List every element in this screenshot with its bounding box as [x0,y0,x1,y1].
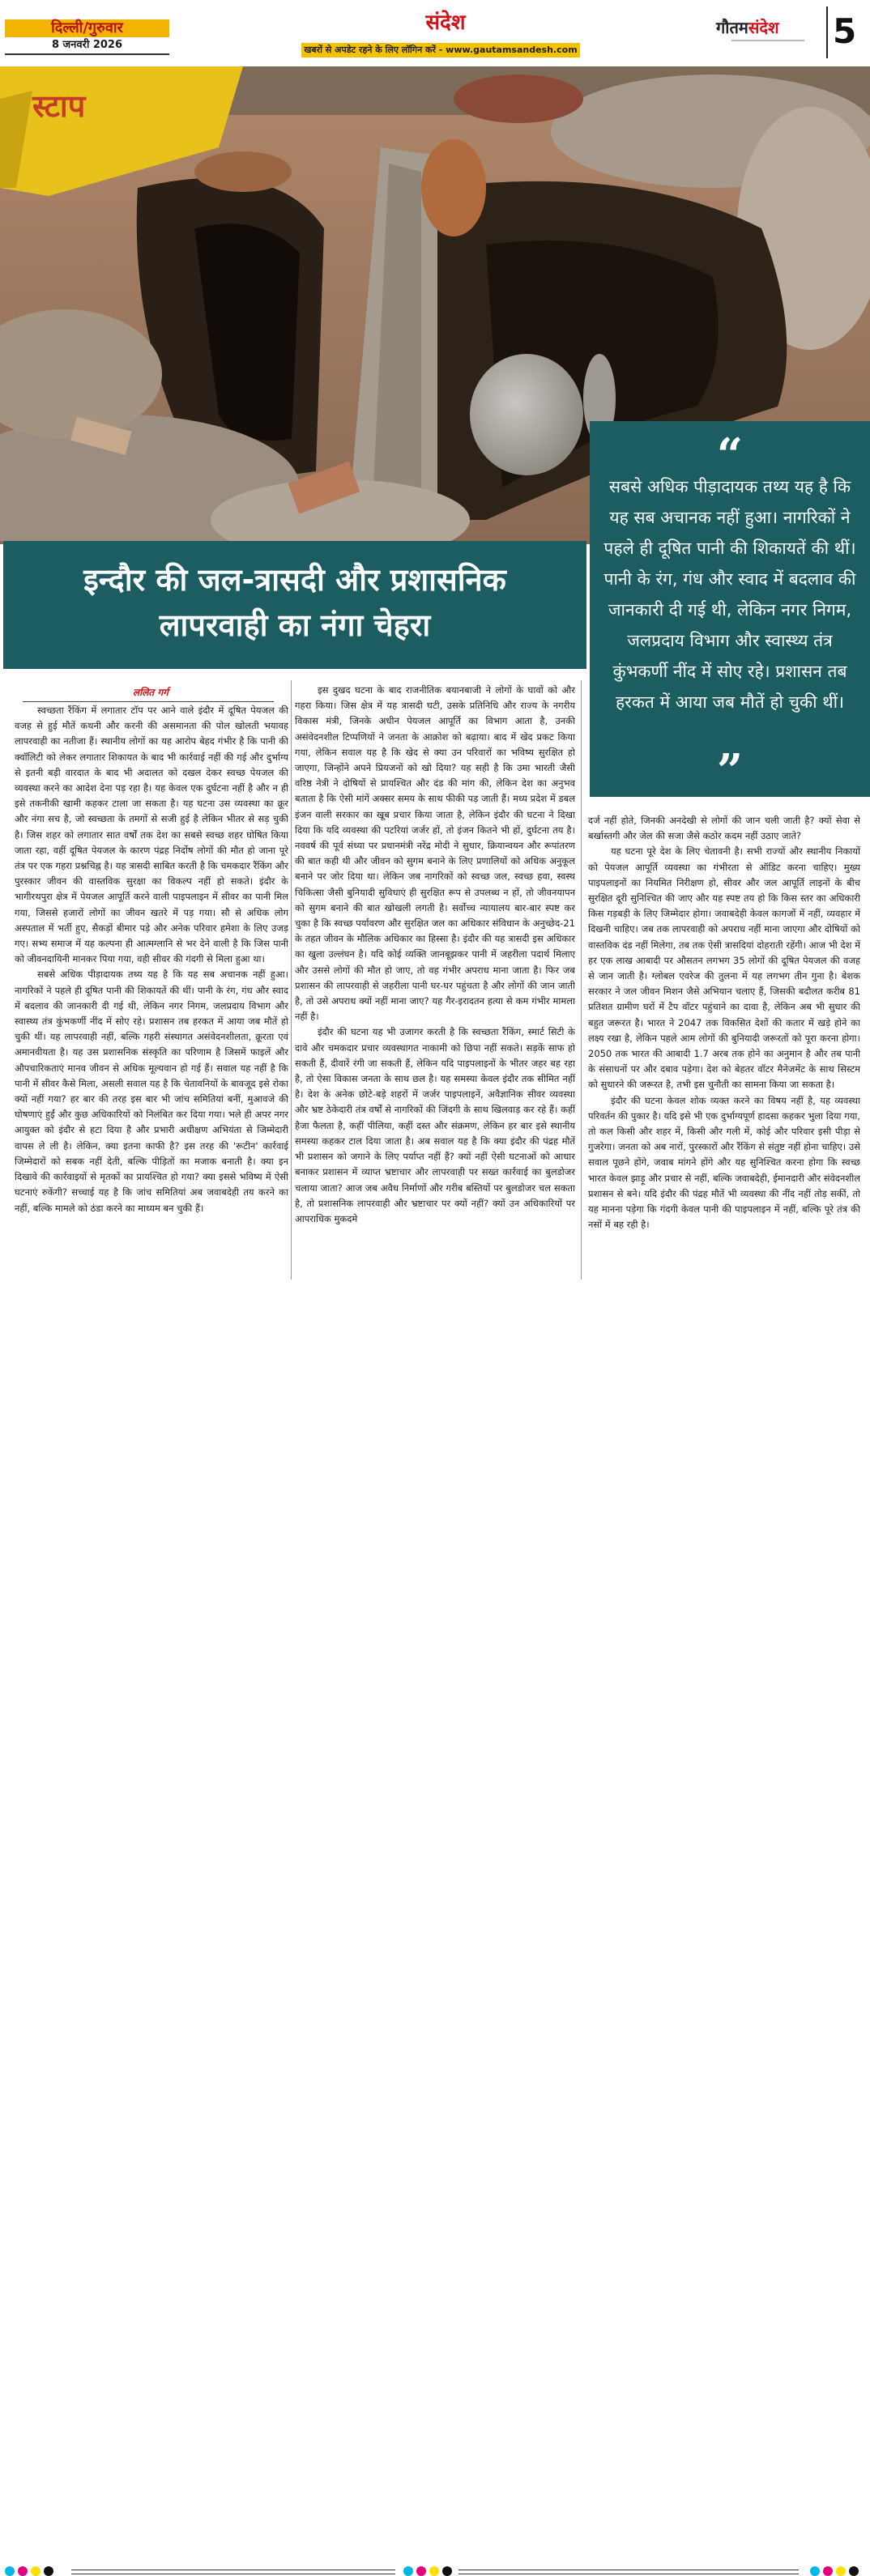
column-rule [291,680,292,1279]
black-mark [442,2566,452,2576]
logo-part2: संदेश [748,18,779,37]
print-footer [0,1281,870,1296]
magenta-mark [18,2566,28,2576]
page-number: 5 [833,11,857,51]
yellow-mark [836,2566,846,2576]
article-column-3 [588,813,860,1275]
logo-part1: गौतम [716,18,748,37]
logo-tagline-mark [731,39,804,42]
paragraph: सबसे अधिक पीड़ादायक तथ्य यह है कि यह सब अचानक नहीं हुआ। नागरिकों ने पहले ही दूषित पानी की शिकायतें की थीं। पानी के रंग, गंध और स्वाद में बदलाव की जानकारी दी गई थी, लेकिन नगर निगम, जलप्रदाय विभाग और स्वास्थ्य तंत्र कुंभकर्णी नींद में सोए रहे। प्रशासन तब हरकत में आया जब मौतें हो चुकी थीं। यह लापरवाही नहीं, बल्कि गहरी संस्थागत असंवेदनशीलता, क्रूरता एवं अमानवीयता है। यह उस प्रशासनिक संस्कृति का परिणाम है जिसमें फाइलें और औपचारिकताएं मानव जीवन से अधिक मूल्यवान हो गई हैं। सवाल यह नहीं है कि पानी में सीवर कैसे मिला, असली सवाल यह है कि चेतावनियों के बावजूद इसे रोका क्यों नहीं गया? हर बार की तरह इस बार भी जांच समितियां बनीं, मुआवजे की घोषणाएं हुईं और कुछ अधिकारियों को निलंबित कर दिया गया। भले ही अपर नगर आयुक्त को इंदौर से हटा दिया है और प्रभारी अधीक्षण अभियंता से जिम्मेदारी वापस ले ली है। लेकिन, क्या इतना काफी है? इस तरह की 'रूटीन' कार्रवाई जिम्मेदारों को सबक नहीं देती, बल्कि पीड़ितों का मजाक बनाती है। क्या इन दिखावे की कार्रवाइयों से मृतकों का प्रायश्चित हो गया? क्या इससे भविष्य में ऐसी घटनाएं रुकेंगी? सच्चाई यह है कि जांच समितियां अब जवाबदेही तय करने का नहीं, बल्कि मामले को ठंडा करने का माध्यम बन चुकी हैं। [15,969,288,1214]
author-name: ललित गर्ग [126,685,175,699]
magenta-mark [416,2566,426,2576]
color-registration-marks [5,2566,53,2576]
concrete-pipe [470,354,583,475]
close-quote-icon: ” [716,744,744,798]
cyan-mark [403,2566,413,2576]
column-rule [581,680,582,1279]
magenta-mark [823,2566,833,2576]
logo-tagline [716,38,820,44]
date: 8 जनवरी 2026 [5,37,169,55]
paragraph: यह घटना पूरे देश के लिए चेतावनी है। सभी राज्यों और स्थानीय निकायों को पेयजल आपूर्ति व्यवस्था का गंभीरता से ऑडिट करना चाहिए। मुख्य पाइपलाइनों का नियमित निरीक्षण हो, सीवर और जल आपूर्ति लाइनों के बीच सुरक्षित दूरी सुनिश्चित की जाए और यह स्पष्ट तय हो कि किस स्तर का अधिकारी किस गड़बड़ी के लिए जिम्मेदार होगा। जवाबदेही केवल कागजों में नहीं, व्यवहार में दिखनी चाहिए। जब तक लापरवाही को अपराध नहीं माना जाएगा और दोषियों को वास्तविक दंड नहीं मिलेगा, तब तक ऐसी त्रासदियां दोहराती रहेंगी। आज भी देश में हर एक लाख आबादी पर औसतन लगभग 35 लोगों की दूषित पेयजल की वजह से जान जाती है। ग्लोबल एवरेज की तुलना में यह लगभग तीन गुना है। बेशक सरकार ने जल जीवन मिशन जैसे अभियान चलाए हैं, जिसकी बदौलत करीब 81 प्रतिशत ग्रामीण घरों में टैप वॉटर पहुंचाने का दावा है, लेकिन अब भी सुधार की बहुत जरूरत है। भारत ने 2047 तक विकसित देशों की कतार में खड़े होने का लक्ष्य रखा है, लेकिन पहले आम लोगों की बुनियादी जरूरतों को पूरा करना होगा। 2050 तक भारत की आबादी 1.7 अरब तक होने का अनुमान है और तब पानी के संसाधनों पर और दबाव पड़ेगा। देश को बेहतर वॉटर मैनेजमेंट के साथ सिस्टम को सुधारने की जरूरत है, तभी इस चुनौती का सामना किया जा सकता है। [588,845,860,1091]
headline [11,557,578,648]
paragraph: स्वच्छता रैंकिंग में लगातार टॉप पर आने वाले इंदौर में दूषित पेयजल की वजह से हुई मौतें कथनी और करनी की असमानता की पोल खोलती भयावह लापरवाही का नतीजा हैं। स्थानीय लोगों का यह आरोप बेहद गंभीर है कि पानी की क्वॉलिटी को लेकर लगातार शिकायत के बाद भी कार्रवाई नहीं की गई और दुर्भाग्य से इतनी बड़ी वारदात के बाद भी अदालत को दखल देकर स्वच्छ पेयजल की व्यवस्था करने का आदेश देना पड़ रहा है। यह केवल एक दुर्घटना नहीं है और न ही इसे तकनीकी खामी कहकर टाला जा सकता है। यह घटना उस व्यवस्था का क्रूर और नंगा सच है, जो स्वच्छता के तमगों से सजी हुई है लेकिन भीतर से सड़ चुकी है। जिस शहर को लगातार सात वर्षों तक देश का सबसे स्वच्छ शहर घोषित किया जाता रहा, वहीं दूषित पेयजल के कारण पंद्रह निर्दोष लोगों की मौत हो जाना पूरे तंत्र पर एक गहरा प्रश्नचिह्न है। यह त्रासदी साबित करती है कि चमकदार रैंकिंग और पुरस्कार जीवन की वास्तविक सुरक्षा का विकल्प नहीं हो सकते। इंदौर के भागीरथपुरा क्षेत्र में पेयजल आपूर्ति करने वाली पाइपलाइन में सीवर का पानी मिल गया, जिससे हजारों लोगों का जीवन खतरे में पड़ गया। सौ से अधिक लोग अस्पताल में भर्ती हुए, सैकड़ों बीमार पड़े और अनेक परिवार हमेशा के लिए उजड़ गए। सभ्य समाज में यह कल्पना ही आत्मग्लानि से भर देने वाली है कि जिस पानी को जीवनदायिनी मानकर पिया गया, वही सीवर की गंदगी से मिला हुआ था। [15,705,288,965]
headline-line-2: लापरवाही का नंगा चेहरा [159,607,431,643]
color-registration-marks [810,2566,859,2576]
cyan-mark [5,2566,15,2576]
paragraph: दर्ज नहीं होते, जिनकी अनदेखी से लोगों की जान चली जाती है? क्यों सेवा से बर्खास्तगी और जेल की सजा जैसे कठोर कदम नहीं उठाए जाते? [588,815,860,842]
date-city: दिल्ली/गुरुवार [5,19,169,37]
footer-rule [458,2570,799,2574]
login-strip[interactable]: खबरों से अपडेट रहने के लिए लॉगिन करें - www.gautamsandesh.com [301,43,580,57]
headline-line-1: इन्दौर की जल-त्रासदी और प्रशासनिक [83,562,506,598]
article-column-2 [295,683,575,1274]
paragraph: इंदौर की घटना केवल शोक व्यक्त करने का विषय नहीं है, यह व्यवस्था परिवर्तन की पुकार है। यदि इसे भी एक दुर्भाग्यपूर्ण हादसा कहकर भुला दिया गया, तो कल किसी और शहर में, किसी और गली में, कोई और परिवार इसी पीड़ा से गुजरेगा। जनता को अब नारों, पुरस्कारों और रैंकिंग से संतुष्ट नहीं होना चाहिए। उसे सवाल पूछने होंगे, जवाब मांगने होंगे और यह सुनिश्चित करना होगा कि स्वच्छ भारत केवल झाड़ू और प्रचार से नहीं, बल्कि जवाबदेही, ईमानदारी और संवेदनशील प्रशासन से बने। यदि इंदौर की पंद्रह मौतें भी व्यवस्था की नींद नहीं तोड़ सकीं, तो यह मानना पड़ेगा कि गंदगी केवल पानी की पाइपलाइन में नहीं, बल्कि पूरे तंत्र की नसों में बह रही है। [588,1094,860,1231]
page-number-divider [826,6,828,58]
pull-quote-text: सबसे अधिक पीड़ादायक तथ्य यह है कि यह सब अचानक नहीं हुआ। नागरिकों ने पहले ही दूषित पानी की शिकायतें की थीं। पानी के रंग, गंध और स्वाद में बदलाव की जानकारी दी गई थी, लेकिन नगर निगम, जलप्रदाय विभाग और स्वास्थ्य तंत्र कुंभकर्णी नींद में सोए रहे। प्रशासन तब हरकत में आया जब मौतें हो चुकी थीं। [603,477,856,712]
date-box [5,19,169,55]
paragraph: इस दुखद घटना के बाद राजनीतिक बयानबाजी ने लोगों के घावों को और गहरा किया। जिस क्षेत्र में यह त्रासदी घटी, उसके प्रतिनिधि और राज्य के नगरीय विकास मंत्री, जिनके अधीन पेयजल आपूर्ति का विभाग आता है, उनकी असंवेदनशील टिप्पणियों ने जनता के आक्रोश को बढ़ाया। बाद में खेद प्रकट किया गया, लेकिन सवाल यह है कि खेद से क्या उन परिवारों का भविष्य सुरक्षित हो जाएगा, जिन्होंने अपने प्रियजनों को खो दिया? यह सही है कि उमा भारती जैसी वरिष्ठ नेत्री ने दोषियों से प्रायश्चित और दंड की मांग की, लेकिन देश का अनुभव बताता है कि ऐसी मांगें अक्सर समय के साथ फीकी पड़ जाती हैं। मध्य प्रदेश में डबल इंजन वाली सरकार का खूब प्रचार किया जाता है, लेकिन इंदौर की घटना ने दिखा दिया कि यदि व्यवस्था की पटरियां जर्जर हों, तो इंजन कितने भी हों, दुर्घटना तय है। नववर्ष की पूर्व संध्या पर प्रधानमंत्री नरेंद्र मोदी ने सुधार, क्रियान्वयन और रूपांतरण की बात कही थी और जीवन को सुगम बनाने के लिए प्रणालियों को अधिक अनुकूल बनाने पर जोर दिया था। लेकिन जब नागरिकों को स्वच्छ जल, स्वच्छ हवा, स्वस्थ चिकित्सा जैसी बुनियादी सुविधाएं ही सुरक्षित रूप से उपलब्ध न हों, तो जीवनयापन को सुगम बनाने की बात खोखली लगती है। सर्वोच्च न्यायालय बार-बार स्पष्ट कर चुका है कि स्वच्छ पर्यावरण और सुरक्षित जल का अधिकार संविधान के अनुच्छेद-21 के तहत जीवन के मौलिक अधिकार का हिस्सा है। इंदौर की यह त्रासदी इस अधिकार का खुला उल्लंघन है। यदि कोई व्यक्ति जानबूझकर पानी में जहरीला पदार्थ मिलाए और उससे लोगों की मौत हो जाए, तो वह गंभीर अपराध माना जाता है। फिर जब प्रशासन की लापरवाही से जहरीला पानी घर-घर पहुंचता है और लोगों की जान जाती है, तो उसे अपराध क्यों नहीं माना जाए? यह गैर-इरादतन हत्या से कम गंभीर मामला नहीं है। [295,684,575,1023]
section-title: संदेश [425,11,466,35]
yellow-mark [31,2566,41,2576]
black-mark [849,2566,859,2576]
article-column-1 [15,703,288,1270]
pull-quote [590,421,870,797]
author-byline [23,685,274,702]
yellow-mark [429,2566,439,2576]
color-registration-marks [403,2566,452,2576]
footer-rule [71,2570,395,2574]
logo-wordmark [716,16,820,38]
headline-box [3,541,586,669]
newspaper-logo [716,16,820,52]
black-mark [44,2566,53,2576]
cyan-mark [810,2566,820,2576]
paragraph: इंदौर की घटना यह भी उजागर करती है कि स्वच्छता रैंकिंग, स्मार्ट सिटी के दावे और चमकदार प्रचार व्यवस्थागत नाकामी को छिपा नहीं सकते। सड़कें साफ हो सकती हैं, दीवारें रंगी जा सकती हैं, लेकिन यदि पाइपलाइनों के भीतर जहर बह रहा है, तो ऐसा विकास जनता के साथ छल है। यह समस्या केवल इंदौर तक सीमित नहीं है। देश के अनेक छोटे-बड़े शहरों में जर्जर पाइपलाइनें, अवैज्ञानिक सीवर व्यवस्था और भ्रष्ट ठेकेदारी तंत्र वर्षों से नागरिकों की जिंदगी के साथ खिलवाड़ कर रहे हैं। कहीं हैजा फैलता है, कहीं पीलिया, कहीं दस्त और संक्रमण, लेकिन हर बार इसे स्थानीय समस्या कहकर टाल दिया जाता है। अब सवाल यह है कि क्या इंदौर की पंद्रह मौतें भी प्रशासन को जगाने के लिए पर्याप्त नहीं हैं? क्यों नहीं ऐसी घटनाओं को आधार बनाकर प्रशासन में व्याप्त भ्रष्टाचार और लापरवाही पर सख्त कार्रवाई का बुलडोजर चलाया जाता? आज जब अवैध निर्माणों और गरीब बस्तियों पर बुलडोजर चल सकता है, तो प्रशासनिक लापरवाही और भ्रष्टाचार पर क्यों नहीं? क्यों उन अधिकारियों पर आपराधिक मुकदमे [295,1026,575,1224]
barricade-text: स्टाप [32,88,86,124]
masthead [0,0,870,65]
open-quote-icon: “ [716,428,744,482]
